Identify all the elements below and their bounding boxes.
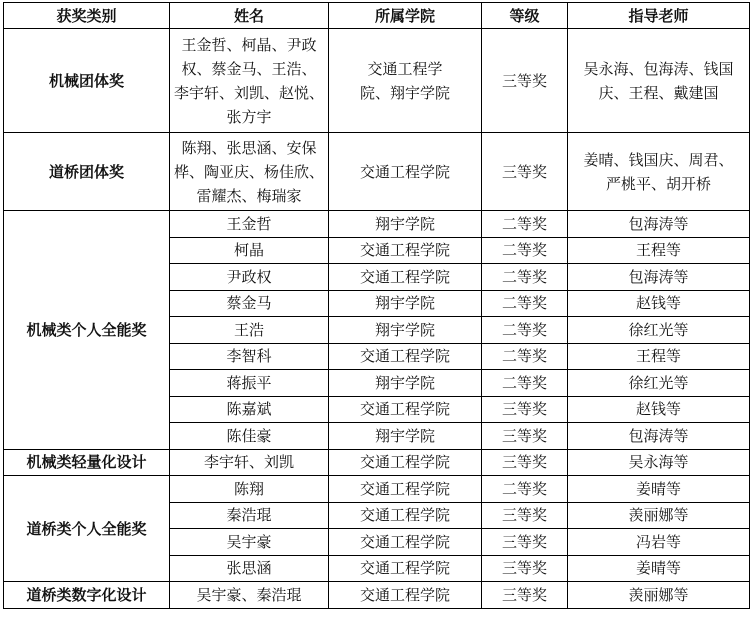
advisor-line: 包海涛等 [628, 267, 689, 286]
award-level: 三等奖 [482, 502, 568, 529]
student-names-line: 吴宇豪、秦浩琨 [196, 585, 302, 604]
advisor-line: 冯岩等 [635, 532, 681, 551]
student-names [170, 396, 329, 423]
award-level: 三等奖 [482, 582, 568, 609]
award-category: 机械类个人全能奖 [4, 211, 170, 450]
advisor [568, 370, 750, 397]
college [329, 582, 482, 609]
college-line: 交通工程学院 [359, 162, 450, 181]
table-body [4, 29, 750, 609]
college-line: 翔宇学院 [374, 426, 435, 445]
table-row [4, 582, 750, 609]
header-name: 姓名 [170, 3, 329, 29]
table-row [4, 29, 750, 133]
college [329, 476, 482, 503]
advisor [568, 237, 750, 264]
student-names [170, 264, 329, 291]
advisor [568, 290, 750, 317]
advisor [568, 582, 750, 609]
college-line: 翔宇学院 [374, 294, 435, 313]
advisor-line: 包海涛等 [628, 426, 689, 445]
college [329, 211, 482, 238]
college-line: 交通工程学院 [359, 453, 450, 472]
student-names-line: 王金哲 [226, 214, 272, 233]
student-names [170, 476, 329, 503]
advisor [568, 449, 750, 476]
college-line: 交通工程学院 [359, 585, 450, 604]
advisor-line: 姜晴等 [635, 559, 681, 578]
advisor-line: 包海涛等 [628, 214, 689, 233]
college-line: 院、翔宇学院 [359, 83, 450, 102]
advisor-line: 赵钱等 [635, 294, 681, 313]
college [329, 555, 482, 582]
advisor [568, 317, 750, 344]
student-names [170, 343, 329, 370]
advisor-line: 羡丽娜等 [628, 585, 689, 604]
advisor-line: 姜晴、钱国庆、周君、 [583, 150, 734, 169]
college [329, 396, 482, 423]
college-line: 翔宇学院 [374, 373, 435, 392]
award-level: 三等奖 [482, 529, 568, 556]
table-row [4, 449, 750, 476]
award-level: 三等奖 [482, 449, 568, 476]
advisor [568, 423, 750, 450]
student-names-line: 张思涵 [226, 559, 272, 578]
advisor [568, 529, 750, 556]
student-names-line: 秦浩琨 [226, 506, 272, 525]
table-row [4, 211, 750, 238]
student-names [170, 502, 329, 529]
award-level: 二等奖 [482, 343, 568, 370]
college [329, 529, 482, 556]
advisor-line: 姜晴等 [635, 479, 681, 498]
student-names-line: 王浩 [233, 320, 264, 339]
advisor-line: 王程等 [635, 241, 681, 260]
award-category: 道桥团体奖 [4, 133, 170, 211]
advisor-line: 羡丽娜等 [628, 506, 689, 525]
table-row [4, 476, 750, 503]
student-names-line: 李智科 [226, 347, 272, 366]
student-names-line: 尹政权 [226, 267, 272, 286]
table-row [4, 133, 750, 211]
award-level: 二等奖 [482, 264, 568, 291]
advisor [568, 343, 750, 370]
college-line: 交通工程学院 [359, 347, 450, 366]
student-names [170, 211, 329, 238]
college [329, 237, 482, 264]
advisor [568, 476, 750, 503]
advisor [568, 133, 750, 211]
student-names-line: 桦、陶亚庆、杨佳欣、 [174, 162, 325, 181]
header-row [4, 3, 750, 29]
advisor [568, 211, 750, 238]
college [329, 370, 482, 397]
award-level: 二等奖 [482, 211, 568, 238]
advisor-line: 王程等 [635, 347, 681, 366]
college-line: 交通工程学 [367, 59, 443, 78]
student-names [170, 133, 329, 211]
award-level: 三等奖 [482, 423, 568, 450]
student-names-line: 张方宇 [226, 107, 272, 126]
student-names-line: 柯晶 [233, 241, 264, 260]
award-level: 三等奖 [482, 133, 568, 211]
student-names-line: 陈佳豪 [226, 426, 272, 445]
college-line: 翔宇学院 [374, 320, 435, 339]
student-names-line: 陈翔、张思涵、安保 [181, 138, 317, 157]
student-names-line: 权、蔡金马、王浩、 [181, 59, 317, 78]
college [329, 449, 482, 476]
award-level: 二等奖 [482, 476, 568, 503]
student-names [170, 555, 329, 582]
student-names [170, 582, 329, 609]
student-names [170, 370, 329, 397]
advisor [568, 29, 750, 133]
advisor-line: 严桃平、胡开桥 [605, 174, 711, 193]
awards-table [3, 2, 750, 609]
college-line: 交通工程学院 [359, 267, 450, 286]
college-line: 交通工程学院 [359, 506, 450, 525]
header-category: 获奖类别 [4, 3, 170, 29]
student-names [170, 29, 329, 133]
student-names-line: 陈翔 [233, 479, 264, 498]
student-names-line: 雷耀杰、梅瑞家 [196, 186, 302, 205]
student-names-line: 蔡金马 [226, 294, 272, 313]
college [329, 29, 482, 133]
student-names [170, 423, 329, 450]
award-category: 机械类轻量化设计 [4, 449, 170, 476]
student-names-line: 王金哲、柯晶、尹政 [181, 35, 317, 54]
advisor [568, 396, 750, 423]
college-line: 交通工程学院 [359, 241, 450, 260]
header-level: 等级 [482, 3, 568, 29]
advisor [568, 555, 750, 582]
student-names-line: 李宇轩、刘凯 [203, 453, 294, 472]
college [329, 264, 482, 291]
student-names-line: 吴宇豪 [226, 532, 272, 551]
student-names [170, 529, 329, 556]
student-names-line: 李宇轩、刘凯、赵悦、 [174, 83, 325, 102]
advisor-line: 吴永海、包海涛、钱国 [583, 59, 734, 78]
header-teacher: 指导老师 [568, 3, 750, 29]
award-level: 二等奖 [482, 317, 568, 344]
award-level: 三等奖 [482, 29, 568, 133]
college [329, 133, 482, 211]
college-line: 交通工程学院 [359, 532, 450, 551]
student-names [170, 290, 329, 317]
college [329, 343, 482, 370]
student-names [170, 237, 329, 264]
college-line: 交通工程学院 [359, 559, 450, 578]
advisor-line: 徐红光等 [628, 320, 689, 339]
student-names [170, 317, 329, 344]
college [329, 317, 482, 344]
college [329, 290, 482, 317]
advisor-line: 吴永海等 [628, 453, 689, 472]
award-level: 三等奖 [482, 396, 568, 423]
advisor-line: 徐红光等 [628, 373, 689, 392]
header-college: 所属学院 [329, 3, 482, 29]
award-category: 道桥类个人全能奖 [4, 476, 170, 582]
college [329, 502, 482, 529]
student-names [170, 449, 329, 476]
advisor-line: 庆、王程、戴建国 [598, 83, 719, 102]
college-line: 交通工程学院 [359, 479, 450, 498]
advisor [568, 264, 750, 291]
advisor [568, 502, 750, 529]
advisor-line: 赵钱等 [635, 400, 681, 419]
student-names-line: 陈嘉斌 [226, 400, 272, 419]
award-level: 二等奖 [482, 237, 568, 264]
award-level: 二等奖 [482, 290, 568, 317]
award-level: 二等奖 [482, 370, 568, 397]
award-category: 道桥类数字化设计 [4, 582, 170, 609]
award-category: 机械团体奖 [4, 29, 170, 133]
college [329, 423, 482, 450]
student-names-line: 蒋振平 [226, 373, 272, 392]
college-line: 翔宇学院 [374, 214, 435, 233]
college-line: 交通工程学院 [359, 400, 450, 419]
award-level: 三等奖 [482, 555, 568, 582]
